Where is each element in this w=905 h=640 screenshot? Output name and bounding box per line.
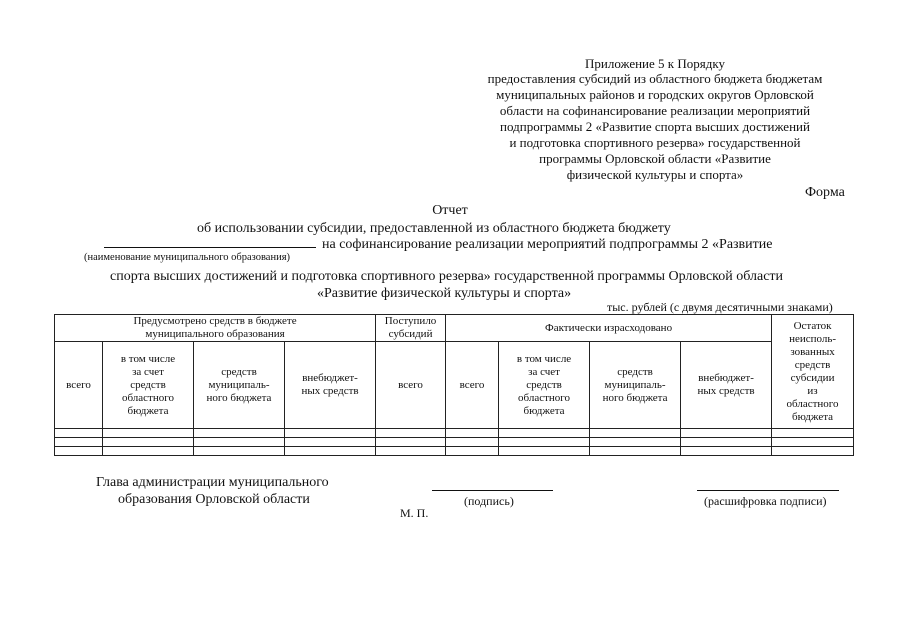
head-title-line-1: Глава администрации муниципального — [96, 475, 329, 490]
table-cell — [681, 429, 772, 438]
report-line-4: «Развитие физической культуры и спорта» — [317, 286, 572, 301]
units-note: тыс. рублей (с двумя десятичными знаками) — [607, 300, 833, 314]
municipality-blank-line — [104, 247, 316, 248]
form-label: Форма — [805, 185, 845, 200]
col-municipal-actual: средств муниципаль- ного бюджета — [590, 342, 681, 429]
remainder-header: Остаток неисполь- зованных средств субсидии из областного бюджета — [772, 315, 854, 429]
table-cell — [55, 429, 103, 438]
appendix-line: подпрограммы 2 «Развитие спорта высших достижений — [500, 119, 810, 134]
table-cell — [446, 447, 499, 456]
appendix-line: Приложение 5 к Порядку — [585, 56, 725, 71]
table-cell — [772, 447, 854, 456]
table-cell — [103, 438, 194, 447]
table-row — [55, 438, 854, 447]
col-regional-budget: в том числе за счет средств областного бюджета — [103, 342, 194, 429]
table-cell — [590, 447, 681, 456]
table-row — [55, 429, 854, 438]
table-cell — [376, 447, 446, 456]
table-cell — [194, 429, 285, 438]
col-regional-actual: в том числе за счет средств областного бюджета — [499, 342, 590, 429]
col-total-actual: всего — [446, 342, 499, 429]
table-cell — [446, 438, 499, 447]
table-cell — [376, 429, 446, 438]
table-cell — [376, 438, 446, 447]
col-municipal-budget: средств муниципаль- ного бюджета — [194, 342, 285, 429]
table-cell — [446, 429, 499, 438]
table-cell — [499, 429, 590, 438]
table-cell — [590, 429, 681, 438]
table-cell — [681, 438, 772, 447]
table-cell — [772, 438, 854, 447]
col-extra-actual: внебюджет- ных средств — [681, 342, 772, 429]
table-cell — [772, 429, 854, 438]
table-row — [55, 447, 854, 456]
table-cell — [285, 429, 376, 438]
report-title: Отчет — [432, 203, 468, 218]
report-line-2: на софинансирование реализации мероприятий подпрограммы 2 «Развитие — [322, 237, 773, 252]
table-cell — [681, 447, 772, 456]
seal-place: М. П. — [400, 506, 429, 520]
signature-line — [432, 490, 553, 491]
decryption-caption: (расшифровка подписи) — [704, 494, 827, 508]
head-title-line-2: образования Орловской области — [118, 492, 310, 507]
signature-caption: (подпись) — [464, 494, 514, 508]
table-cell — [55, 447, 103, 456]
table-cell — [55, 438, 103, 447]
table-cell — [103, 429, 194, 438]
appendix-line: программы Орловской области «Развитие — [539, 151, 771, 166]
received-header: Поступило субсидий — [376, 315, 446, 342]
appendix-line: области на софинансирование реализации мероприятий — [499, 103, 811, 118]
report-line-1: об использовании субсидии, предоставленной из областного бюджета бюджету — [197, 221, 671, 236]
actual-group-header: Фактически израсходовано — [446, 315, 772, 342]
table-cell — [194, 447, 285, 456]
municipality-caption: (наименование муниципального образования) — [84, 252, 291, 263]
appendix-line: и подготовка спортивного резерва» государственной — [509, 135, 801, 150]
report-table — [54, 314, 854, 456]
appendix-line: предоставления субсидий из областного бюджета бюджетам — [487, 71, 823, 86]
table-cell — [194, 438, 285, 447]
decryption-line — [697, 490, 839, 491]
table-cell — [285, 438, 376, 447]
table-cell — [590, 438, 681, 447]
budget-group-header: Предусмотрено средств в бюджете муниципального образования — [55, 315, 376, 342]
table-cell — [285, 447, 376, 456]
col-total-budget: всего — [55, 342, 103, 429]
report-line-3: спорта высших достижений и подготовка спортивного резерва» государственной программы Орловской области — [110, 269, 784, 284]
col-extra-budget: внебюджет- ных средств — [285, 342, 376, 429]
appendix-line: физической культуры и спорта» — [566, 167, 744, 182]
table-cell — [499, 447, 590, 456]
col-received-total: всего — [376, 342, 446, 429]
table-cell — [103, 447, 194, 456]
appendix-line: муниципальных районов и городских округов Орловской — [496, 87, 814, 102]
table-cell — [499, 438, 590, 447]
